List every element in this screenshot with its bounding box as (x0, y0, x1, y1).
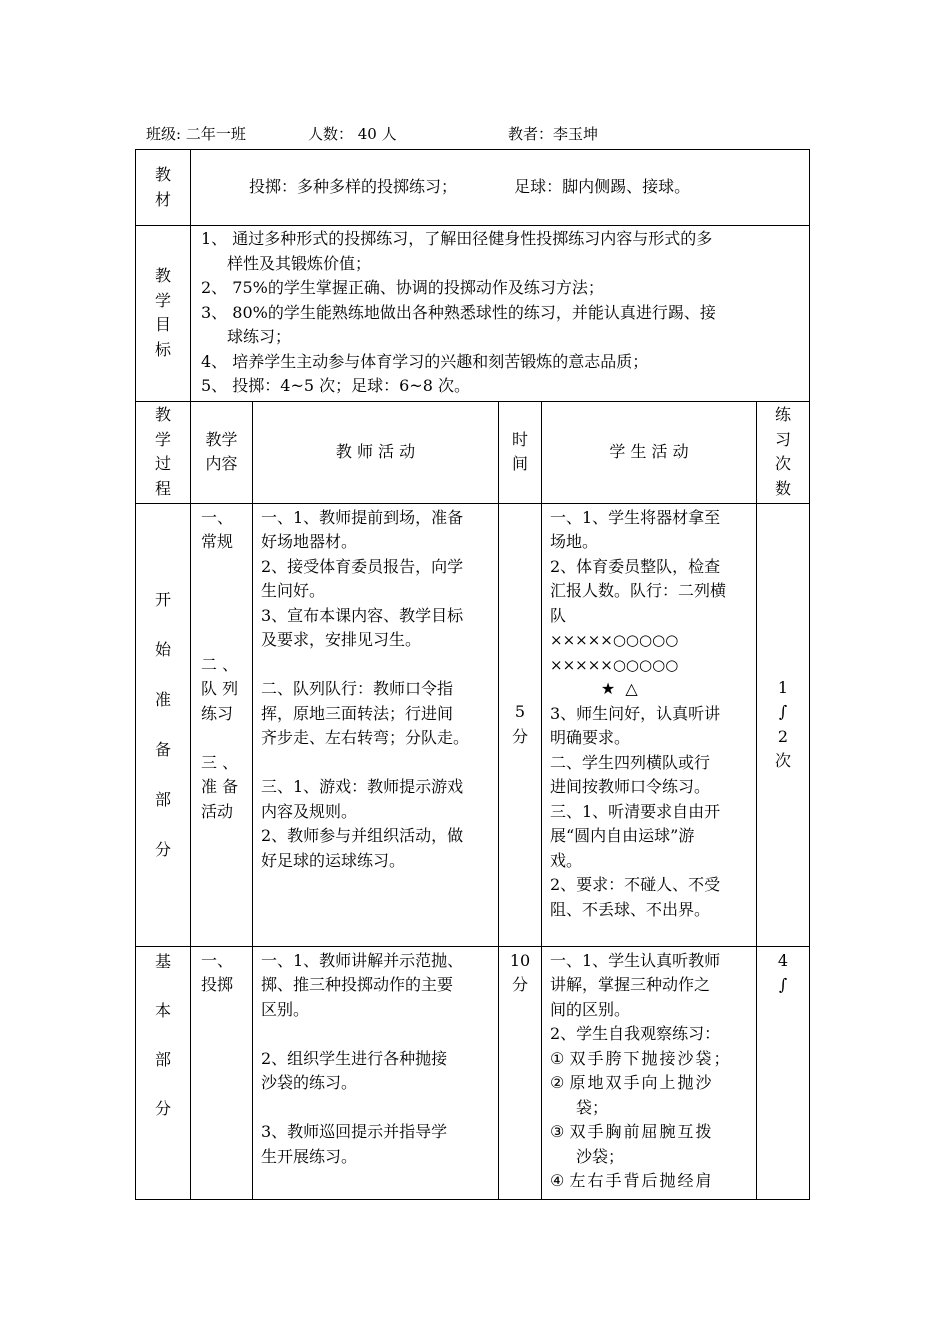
basic-teacher-activity: 一、1、教师讲解并示范抛、 掷、推三种投掷动作的主要 区别。 2、组织学生进行各种抛接 沙袋的练习。 3、教师巡回提示并指导学 生开展练习。 (253, 946, 499, 1199)
class-label: 班级: 二年一班 (146, 125, 246, 143)
start-student-activity: 一、1、学生将器材拿至 场地。 2、体育委员整队，检查 汇报人数。队行：二列横 队 ×××××○○○○○ ×××××○○○○○ ★ △ 3、师生问好，认真听讲 明确要求。 二、学生四列横队或行 进间按教师口令练习。 三、1、听清要求自由开 展“圆内自由运球”游 戏。 2、要求：不碰人、不受 阻、不丢球、不出界。 (542, 503, 757, 946)
objective-item: 4、 培养学生主动参与体育学习的兴趣和刻苦锻炼的意志品质； (201, 351, 649, 371)
column-header-row (136, 401, 810, 503)
formation-row-2: ×××××○○○○○ (550, 655, 679, 674)
material-throwing: 投掷：多种多样的投掷练习； (249, 177, 458, 197)
start-time: 5 分 (499, 503, 542, 946)
objective-item: 5、 投掷：4~5 次；足球：6~8 次。 (201, 376, 470, 395)
material-content (191, 150, 810, 226)
objectives-list (191, 226, 810, 402)
objectives-label: 教 学 目 标 (136, 226, 191, 402)
start-teacher-activity: 一、1、教师提前到场，准备 好场地器材。 2、接受体育委员报告，向学 生问好。 3、宣布本课内容、教学目标 及要求，安排见习生。 二、队列队行：教师口令指 挥，原地三面转法；行进间 齐步走、左右转弯；分队走。 三、1、游戏：教师提示游戏 内容及规则。 2、教师参与并组织活动，做 好足球的运球练习。 (253, 503, 499, 946)
basic-section-row (136, 946, 810, 1199)
material-label: 教 材 (136, 150, 191, 226)
col-reps: 练 习 次 数 (757, 401, 810, 503)
col-content: 教学 内容 (191, 401, 253, 503)
start-content: 一、 常规 二 、 队 列 练习 三 、 准 备 活动 (191, 503, 253, 946)
col-teacher-activity: 教 师 活 动 (253, 401, 499, 503)
teacher-label: 教者：李玉坤 (508, 125, 599, 143)
objective-item: 2、 75%的学生掌握正确、协调的投掷动作及练习方法； (201, 278, 604, 297)
formation-markers: ★ △ (550, 679, 638, 698)
practice-item: ② 原地双手向上抛沙 袋； (550, 1073, 714, 1117)
objective-item: 3、 80%的学生能熟练地做出各种熟悉球性的练习，并能认真进行踢、接 球练习； (201, 302, 716, 346)
start-section-row (136, 503, 810, 946)
basic-section-label: 基 本 部 分 (136, 946, 191, 1199)
objective-item: 1、 通过多种形式的投掷练习，了解田径健身性投掷练习内容与形式的多 样性及其锻炼价值； (201, 229, 713, 273)
lesson-plan-table (135, 149, 810, 1200)
practice-item: ① 双手胯下抛接沙袋； (550, 1048, 732, 1068)
practice-item: ④ 左右手背后抛经肩 (550, 1171, 714, 1190)
basic-reps: 4 ∫ (757, 946, 810, 1199)
practice-item: ③ 双手胸前屈腕互拨 沙袋； (550, 1122, 714, 1166)
col-time: 时 间 (499, 401, 542, 503)
col-student-activity: 学 生 活 动 (542, 401, 757, 503)
objectives-row (136, 226, 810, 402)
col-process: 教 学 过 程 (136, 401, 191, 503)
basic-content: 一、 投掷 (191, 946, 253, 1199)
material-row (136, 150, 810, 226)
start-reps: 1 ∫ 2 次 (757, 503, 810, 946)
formation-row-1: ×××××○○○○○ (550, 631, 679, 649)
basic-time: 10 分 (499, 946, 542, 1199)
start-section-label: 开 始 准 备 部 分 (136, 503, 191, 946)
student-count-label: 人数： 40 人 (308, 125, 397, 143)
basic-student-activity: 一、1、学生认真听教师 讲解，掌握三种动作之 间的区别。 2、学生自我观察练习： ① 双手胯下抛接沙袋； ② 原地双手向上抛沙 袋； ③ 双手胸前屈腕互拨 沙袋； ④ 左右手背后抛经肩 (542, 946, 757, 1199)
material-football: 足球：脚内侧踢、接球。 (514, 177, 691, 197)
